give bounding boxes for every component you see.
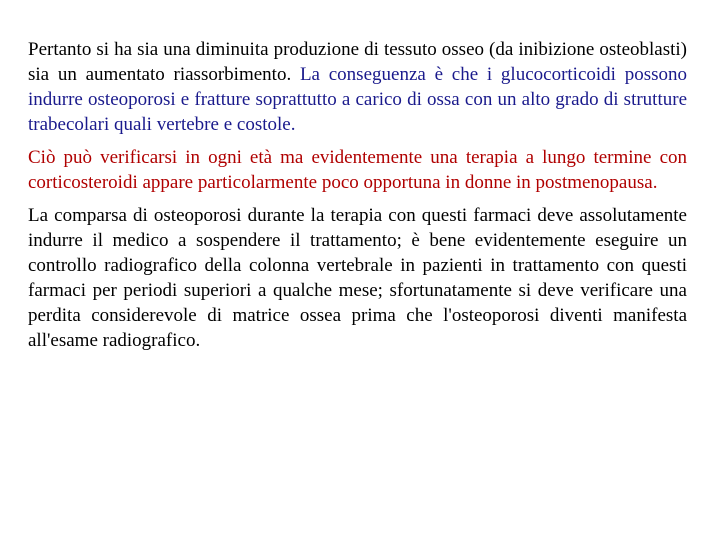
paragraph-1-text-b: La conseguenza è che i glucocorticoidi possono indurre osteoporosi e fratture soprattutto a carico di ossa con un alto grado di strutture trabecolari quali vertebre e costole. — [28, 64, 687, 135]
paragraph-1 — [28, 37, 687, 137]
paragraph-2 — [28, 145, 687, 195]
paragraph-3 — [28, 203, 687, 353]
paragraph-2-text: Ciò può verificarsi in ogni età ma evidentemente una terapia a lungo termine con corticosteroidi appare particolarmente poco opportuna in donne in postmenopausa. — [28, 147, 687, 193]
paragraph-3-text: La comparsa di osteoporosi durante la terapia con questi farmaci deve assolutamente indurre il medico a sospendere il trattamento; è bene evidentemente eseguire un controllo radiografico della colonna vertebrale in pazienti in trattamento con questi farmaci per periodi superiori a qualche mese; sfortunatamente si deve verificare una perdita considerevole di matrice ossea prima che l'osteoporosi diventi manifesta all'esame radiografico. — [28, 205, 687, 351]
slide-body — [28, 37, 687, 353]
paragraph-1-text-a: Pertanto si ha sia una diminuita produzione di tessuto osseo (da inibizione osteoblasti) sia un aumentato riassorbimento. — [28, 39, 687, 85]
